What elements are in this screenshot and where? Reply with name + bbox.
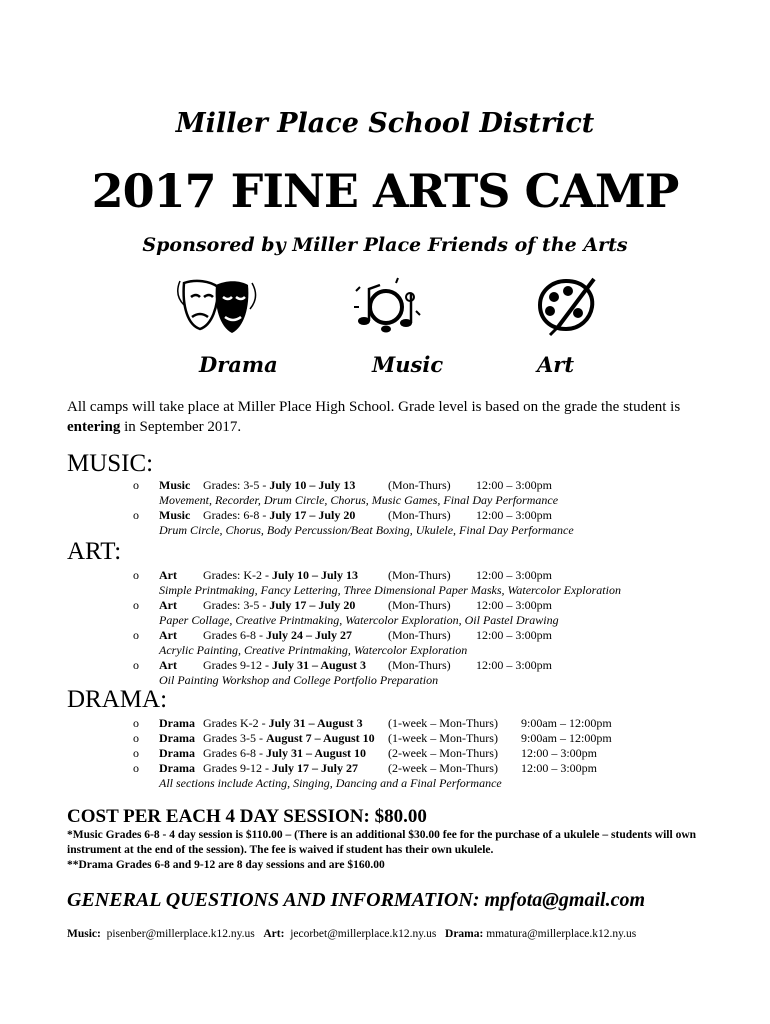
session-grades: Grades 6-8 - bbox=[203, 628, 266, 642]
bullet: o bbox=[133, 716, 139, 730]
session-time: 12:00 – 3:00pm bbox=[521, 761, 598, 775]
district-title: Miller Place School District bbox=[175, 108, 595, 139]
session-time: 12:00 – 3:00pm bbox=[476, 658, 553, 672]
music-contact-email[interactable]: pisenber@millerplace.k12.ny.us bbox=[106, 928, 255, 940]
session-days: (1-week – Mon-Thurs) bbox=[388, 716, 498, 730]
session-time: 9:00am – 12:00pm bbox=[521, 731, 612, 745]
intro-text-end: in September 2017. bbox=[120, 419, 242, 435]
session-name: Art bbox=[159, 628, 177, 642]
session-days: (Mon-Thurs) bbox=[388, 508, 451, 522]
session-dates: July 17 – July 27 bbox=[271, 761, 358, 775]
session-days: (Mon-Thurs) bbox=[388, 568, 451, 582]
session-time: 12:00 – 3:00pm bbox=[521, 746, 598, 760]
drama-description: All sections include Acting, Singing, Dancing and a Final Performance bbox=[159, 776, 502, 790]
art-caption: Art bbox=[537, 352, 575, 377]
session-name: Drama bbox=[159, 746, 195, 760]
bullet: o bbox=[133, 746, 139, 760]
art-contact-label: Art: bbox=[263, 928, 285, 940]
session-grades: Grades 3-5 - bbox=[203, 731, 266, 745]
session-grades: Grades 6-8 - bbox=[203, 746, 266, 760]
cost-note-drama: **Drama Grades 6-8 and 9-12 are 8 day sessions and are $160.00 bbox=[67, 859, 385, 871]
session-name: Drama bbox=[159, 716, 195, 730]
cost-notes bbox=[67, 828, 717, 873]
music-caption: Music bbox=[372, 352, 444, 377]
session-dates: July 17 – July 20 bbox=[269, 598, 356, 612]
bullet: o bbox=[133, 658, 139, 672]
session-time: 12:00 – 3:00pm bbox=[476, 508, 553, 522]
intro-text: All camps will take place at Miller Place High School. Grade level is based on the grade the student is bbox=[67, 399, 681, 415]
bullet: o bbox=[133, 731, 139, 745]
session-grades: Grades: 3-5 - bbox=[203, 598, 270, 612]
session-days: (Mon-Thurs) bbox=[388, 598, 451, 612]
art-contact-email[interactable]: jecorbet@millerplace.k12.ny.us bbox=[290, 928, 437, 940]
intro-bold-word: entering bbox=[67, 419, 121, 435]
session-days: (1-week – Mon-Thurs) bbox=[388, 731, 498, 745]
session-dates: July 24 – July 27 bbox=[265, 628, 352, 642]
page-title: 2017 FINE ARTS CAMP bbox=[91, 164, 679, 218]
session-grades: Grades K-2 - bbox=[203, 716, 269, 730]
session-time: 12:00 – 3:00pm bbox=[476, 628, 553, 642]
session-description: Paper Collage, Creative Printmaking, Watercolor Exploration, Oil Pastel Drawing bbox=[159, 613, 559, 627]
session-name: Drama bbox=[159, 761, 195, 775]
session-grades: Grades: K-2 - bbox=[203, 568, 272, 582]
session-grades: Grades: 6-8 - bbox=[203, 508, 270, 522]
session-days: (Mon-Thurs) bbox=[388, 628, 451, 642]
session-name: Art bbox=[159, 568, 177, 582]
session-name: Drama bbox=[159, 731, 195, 745]
sponsor-line: Sponsored by Miller Place Friends of the Arts bbox=[142, 234, 628, 256]
session-dates: July 10 – July 13 bbox=[271, 568, 358, 582]
bullet: o bbox=[133, 508, 139, 522]
cost-heading: COST PER EACH 4 DAY SESSION: $80.00 bbox=[67, 806, 427, 827]
session-dates: July 31 – August 10 bbox=[265, 746, 367, 760]
session-time: 9:00am – 12:00pm bbox=[521, 716, 612, 730]
session-dates: July 10 – July 13 bbox=[269, 478, 356, 492]
drama-contact-email[interactable]: mmatura@millerplace.k12.ny.us bbox=[486, 928, 637, 940]
drama-caption: Drama bbox=[199, 352, 278, 377]
session-days: (Mon-Thurs) bbox=[388, 658, 451, 672]
art-heading: ART: bbox=[67, 538, 122, 565]
bullet: o bbox=[133, 628, 139, 642]
session-time: 12:00 – 3:00pm bbox=[476, 478, 553, 492]
drama-heading: DRAMA: bbox=[67, 686, 168, 713]
session-grades: Grades 9-12 - bbox=[203, 761, 272, 775]
session-description: Drum Circle, Chorus, Body Percussion/Beat Boxing, Ukulele, Final Day Performance bbox=[159, 523, 574, 537]
session-dates: August 7 – August 10 bbox=[265, 731, 375, 745]
art-palette-icon bbox=[536, 277, 598, 337]
session-days: (2-week – Mon-Thurs) bbox=[388, 746, 498, 760]
bullet: o bbox=[133, 478, 139, 492]
session-time: 12:00 – 3:00pm bbox=[476, 598, 553, 612]
bullet: o bbox=[133, 598, 139, 612]
session-description: Simple Printmaking, Fancy Lettering, Three Dimensional Paper Masks, Watercolor Exploration bbox=[159, 583, 621, 597]
session-description: Acrylic Painting, Creative Printmaking, Watercolor Exploration bbox=[159, 643, 468, 657]
music-heading: MUSIC: bbox=[67, 450, 154, 477]
session-description: Movement, Recorder, Drum Circle, Chorus, Music Games, Final Day Performance bbox=[159, 493, 559, 507]
session-name: Music bbox=[159, 478, 191, 492]
music-notes-icon bbox=[350, 277, 422, 337]
session-time: 12:00 – 3:00pm bbox=[476, 568, 553, 582]
general-info-heading: GENERAL QUESTIONS AND INFORMATION: mpfota@gmail.com bbox=[67, 889, 645, 911]
session-dates: July 17 – July 20 bbox=[269, 508, 356, 522]
session-dates: July 31 – August 3 bbox=[271, 658, 367, 672]
session-description: Oil Painting Workshop and College Portfolio Preparation bbox=[159, 673, 439, 687]
bullet: o bbox=[133, 761, 139, 775]
intro-paragraph bbox=[67, 397, 717, 437]
drama-contact-label: Drama: bbox=[445, 928, 484, 940]
session-name: Art bbox=[159, 658, 177, 672]
session-days: (2-week – Mon-Thurs) bbox=[388, 761, 498, 775]
session-name: Art bbox=[159, 598, 177, 612]
bullet: o bbox=[133, 568, 139, 582]
music-contact-label: Music: bbox=[67, 928, 101, 940]
session-dates: July 31 – August 3 bbox=[268, 716, 363, 730]
session-name: Music bbox=[159, 508, 191, 522]
contact-emails bbox=[67, 928, 636, 940]
cost-note-music: *Music Grades 6-8 - 4 day session is $110.00 – (There is an additional $30.00 fee for the purchase of a ukulele – students will own instrument at the end of the session). The fee is waived if student has their own ukulele. bbox=[67, 829, 697, 856]
session-days: (Mon-Thurs) bbox=[388, 478, 451, 492]
drama-masks-icon bbox=[176, 277, 258, 339]
session-grades: Grades 9-12 - bbox=[203, 658, 272, 672]
session-grades: Grades: 3-5 - bbox=[203, 478, 270, 492]
